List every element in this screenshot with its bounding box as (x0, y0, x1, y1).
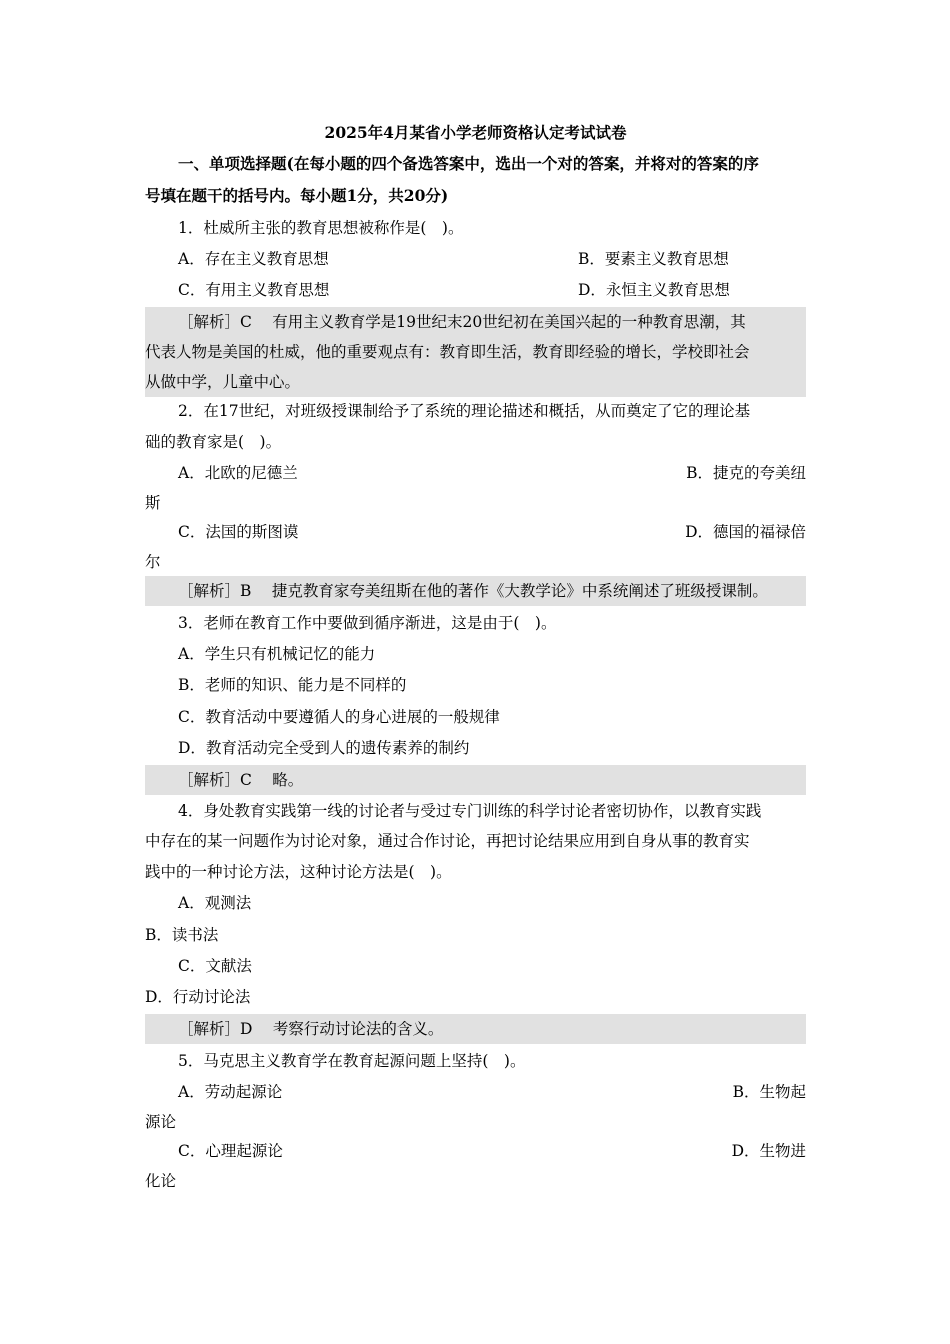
q2-analysis: ［解析］B 捷克教育家夸美纽斯在他的著作《大教学论》中系统阐述了班级授课制。 (145, 576, 806, 606)
q4-stem-line-1: 4．身处教育实践第一线的讨论者与受过专门训练的科学讨论者密切协作，以教育实践 (178, 802, 762, 820)
q3-option-a: A．学生只有机械记忆的能力 (178, 645, 376, 663)
q5-option-a: A．劳动起源论 (178, 1083, 283, 1101)
q2-option-d-continued: 尔 (145, 553, 161, 571)
q2-option-c: C．法国的斯图谟 (178, 523, 299, 541)
q5-options-row-2 (145, 1136, 806, 1166)
q5-options-row-1 (145, 1077, 806, 1107)
q1-options-row-1 (145, 244, 806, 274)
q5-option-d-continued: 化论 (145, 1172, 177, 1190)
q1-stem: 1．杜威所主张的教育思想被称作是( )。 (178, 219, 464, 237)
q1-analysis-line-3: 从做中学，儿童中心。 (145, 367, 806, 397)
q5-option-b: B．生物起 (732, 1083, 806, 1101)
q4-stem-line-2: 中存在的某一问题作为讨论对象，通过合作讨论，再把讨论结果应用到自身从事的教育实 (145, 832, 750, 850)
q2-options-row-2 (145, 517, 806, 547)
q1-options-row-2 (145, 275, 806, 305)
q3-option-b: B．老师的知识、能力是不同样的 (178, 676, 407, 694)
q2-option-d: D．德国的福禄倍 (685, 523, 806, 541)
q1-option-b: B．要素主义教育思想 (578, 250, 729, 268)
q1-analysis-line-2: 代表人物是美国的杜威，他的重要观点有：教育即生活，教育即经验的增长，学校即社会 (145, 337, 806, 367)
q3-option-c: C．教育活动中要遵循人的身心进展的一般规律 (178, 708, 500, 726)
q3-option-d: D．教育活动完全受到人的遗传素养的制约 (178, 739, 470, 757)
q4-option-c: C．文献法 (178, 957, 252, 975)
section-heading-line-1: 一、单项选择题(在每小题的四个备选答案中，选出一个对的答案，并将对的答案的序 (178, 154, 759, 173)
q2-option-a: A．北欧的尼德兰 (178, 464, 298, 482)
section-heading-line-2: 号填在题干的括号内。每小题1分，共20分) (145, 186, 449, 205)
q1-option-a: A．存在主义教育思想 (178, 250, 329, 268)
q3-stem: 3．老师在教育工作中要做到循序渐进，这是由于( )。 (178, 614, 557, 632)
q3-analysis: ［解析］C 略。 (145, 765, 806, 795)
q5-stem: 5．马克思主义教育学在教育起源问题上坚持( )。 (178, 1052, 526, 1070)
q5-option-d: D．生物进 (731, 1142, 806, 1160)
q5-option-b-continued: 源论 (145, 1113, 177, 1131)
q4-option-a: A．观测法 (178, 894, 252, 912)
q4-option-d: D．行动讨论法 (145, 988, 251, 1006)
q2-option-b-continued: 斯 (145, 494, 161, 512)
q4-stem-line-3: 践中的一种讨论方法，这种讨论方法是( )。 (145, 863, 452, 881)
document-title: 2025年4月某省小学老师资格认定考试试卷 (324, 123, 627, 142)
q2-stem-line-1: 2．在17世纪，对班级授课制给予了系统的理论描述和概括，从而奠定了它的理论基 (178, 402, 751, 420)
q5-option-c: C．心理起源论 (178, 1142, 283, 1160)
q4-option-b: B．读书法 (145, 926, 219, 944)
q1-option-d: D．永恒主义教育思想 (578, 281, 730, 299)
q2-options-row-1 (145, 458, 806, 488)
q1-option-c: C．有用主义教育思想 (178, 281, 330, 299)
q1-analysis-line-1: ［解析］C 有用主义教育学是19世纪末20世纪初在美国兴起的一种教育思潮，其 (145, 307, 806, 337)
q4-analysis: ［解析］D 考察行动讨论法的含义。 (145, 1014, 806, 1044)
q2-stem-line-2: 础的教育家是( )。 (145, 433, 282, 451)
q2-option-b: B．捷克的夸美纽 (686, 464, 806, 482)
